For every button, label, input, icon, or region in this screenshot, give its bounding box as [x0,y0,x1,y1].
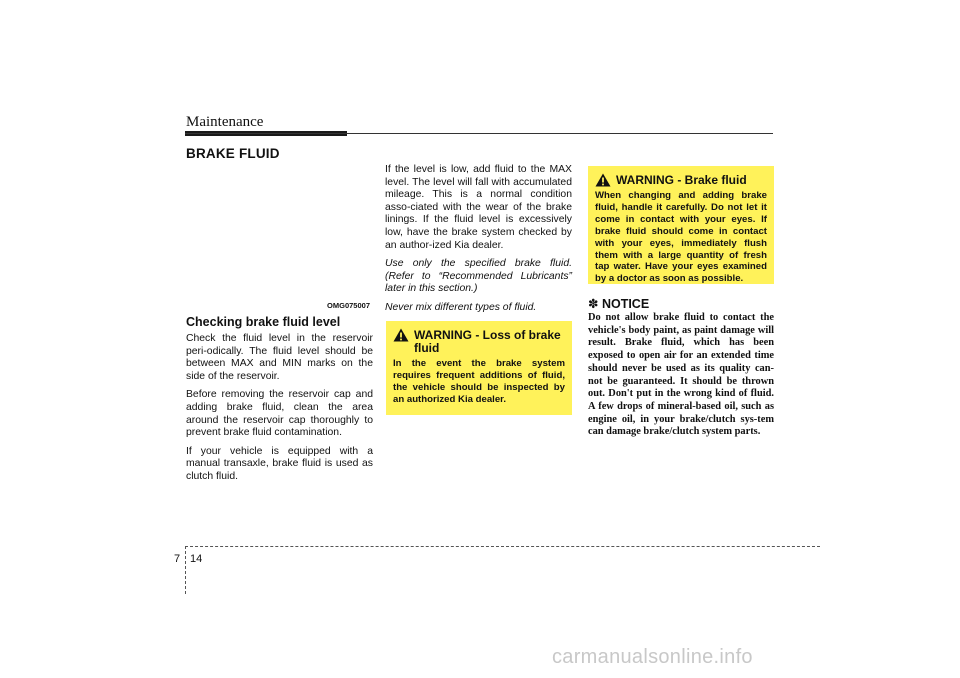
paragraph: If the level is low, add fluid to the MAX level. The level will fall with accumulated mileage. This is a normal condition asso-ciated with the wear of the brake linings. If the fluid level is excessively low, have the brake system checked by an author-ized Kia dealer. [385,164,572,251]
section-title: BRAKE FLUID [186,146,280,161]
warning-body: When changing and adding brake fluid, handle it carefully. Do not let it come in contact with your eyes. If brake fluid should come in contact with your eyes, immediately flush them with a large quantity of fresh tap water. Have your eyes examined by a doctor as soon as possible. [595,190,767,285]
warning-heading [393,329,565,355]
warning-title: WARNING - Loss of brake fluid [414,328,561,355]
paragraph: If your vehicle is equipped with a manual transaxle, brake fluid is used as clutch fluid. [186,445,373,482]
column-1-text [186,333,373,490]
chapter-number: 7 [174,553,181,565]
notice-body: Do not allow brake fluid to contact the vehicle's body paint, as paint damage will result. Brake fluid, which has been exposed to open air for an extended time should never be used as its quality can-not be guaranteed. It should be thrown out. Don't put in the wrong kind of fluid. A few drops of mineral-based oil, such as engine oil, in your brake/clutch sys-tem can damage brake/clutch system parts. [588,312,774,438]
warning-box-brake-fluid [588,166,774,284]
header-rule [185,133,773,134]
column-2-text [385,164,572,321]
header-title: Maintenance [186,114,264,130]
footer-divider [185,546,186,594]
warning-triangle-icon [393,328,409,342]
page-number: 14 [190,553,203,565]
warning-heading [595,174,767,187]
warning-box-loss-of-fluid [386,321,572,415]
paragraph: Before removing the reservoir cap and adding brake fluid, clean the area around the reservoir cap thoroughly to prevent brake fluid contamination. [186,389,373,439]
notice-heading: ✽ NOTICE [588,297,650,311]
figure-label: OMG075007 [327,301,370,310]
warning-triangle-icon [595,173,611,187]
italic-note: Never mix different types of fluid. [385,301,537,313]
italic-note: Use only the specified brake fluid. (Refer to “Recommended Lubricants” later in this section.) [385,258,572,295]
subhead-checking-level: Checking brake fluid level [186,315,341,329]
footer-rule [185,546,820,547]
warning-body: In the event the brake system requires frequent additions of fluid, the vehicle should be inspected by an authorized Kia dealer. [393,358,565,405]
watermark: carmanualsonline.info [552,646,753,668]
warning-title: WARNING - Brake fluid [616,173,747,187]
paragraph: Check the fluid level in the reservoir peri-odically. The fluid level should be between MAX and MIN marks on the side of the reservoir. [186,333,373,382]
